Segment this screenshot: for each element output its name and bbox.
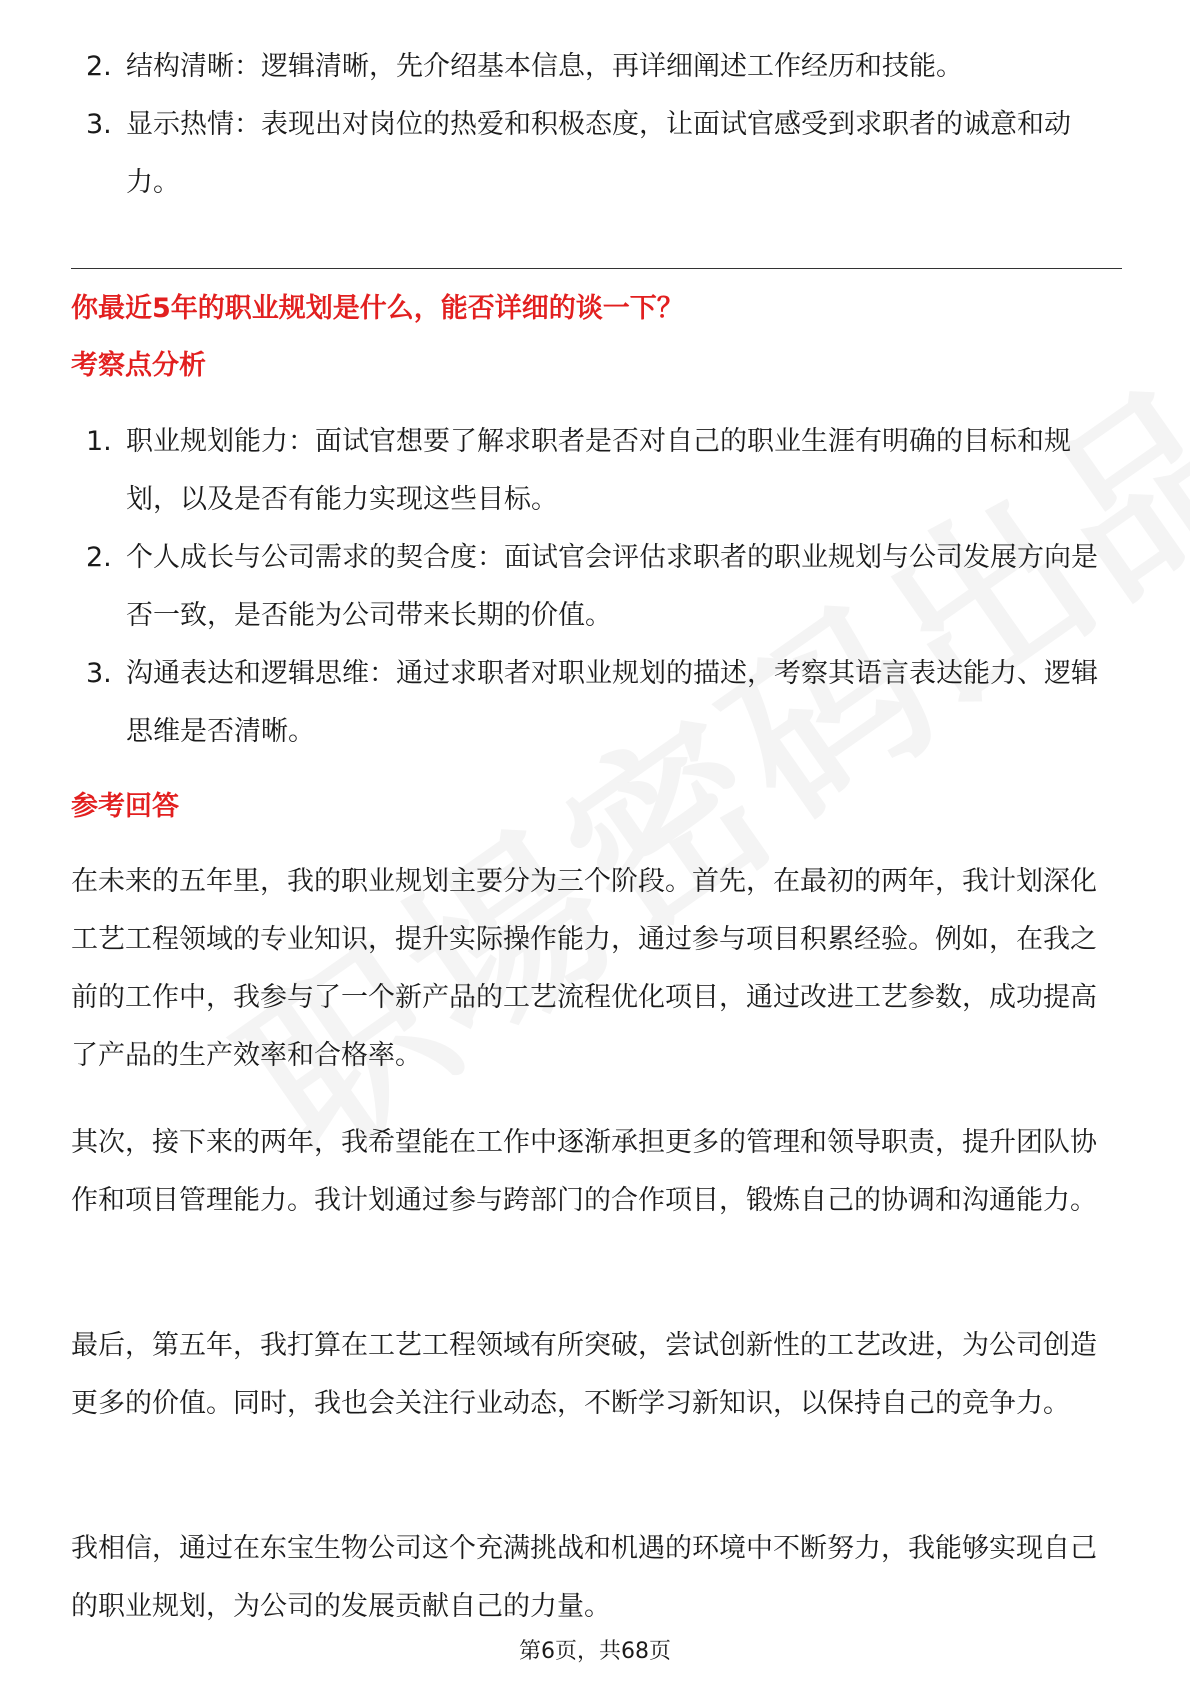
analysis-heading: 考察点分析 <box>71 350 206 381</box>
page-footer: 第6页，共68页 <box>519 1639 671 1664</box>
list-text: 沟通表达和逻辑思维：通过求职者对职业规划的描述，考察其语言表达能力、逻辑思维是否清晰。 <box>126 658 1098 747</box>
section-divider <box>71 268 1122 269</box>
list-text: 结构清晰：逻辑清晰，先介绍基本信息，再详细阐述工作经历和技能。 <box>126 51 963 82</box>
answer-heading: 参考回答 <box>71 791 179 822</box>
intro-list <box>78 38 1118 212</box>
analysis-list <box>78 413 1118 761</box>
list-item <box>78 413 1118 529</box>
list-item <box>78 96 1118 212</box>
list-number: 3. <box>86 109 112 140</box>
list-number: 2. <box>86 542 112 573</box>
list-item <box>78 38 1118 96</box>
answer-paragraph: 其次，接下来的两年，我希望能在工作中逐渐承担更多的管理和领导职责，提升团队协作和项目管理能力。我计划通过参与跨部门的合作项目，锻炼自己的协调和沟通能力。 <box>71 1127 1097 1216</box>
list-number: 3. <box>86 658 112 689</box>
list-text: 显示热情：表现出对岗位的热爱和积极态度，让面试官感受到求职者的诚意和动力。 <box>126 109 1071 198</box>
list-item <box>78 529 1118 645</box>
list-number: 1. <box>86 426 112 457</box>
question-heading: 你最近5年的职业规划是什么，能否详细的谈一下？ <box>71 293 684 324</box>
answer-paragraph: 最后，第五年，我打算在工艺工程领域有所突破，尝试创新性的工艺改进，为公司创造更多的价值。同时，我也会关注行业动态，不断学习新知识，以保持自己的竞争力。 <box>71 1330 1097 1419</box>
answer-paragraph: 我相信，通过在东宝生物公司这个充满挑战和机遇的环境中不断努力，我能够实现自己的职业规划，为公司的发展贡献自己的力量。 <box>71 1533 1097 1622</box>
list-text: 职业规划能力：面试官想要了解求职者是否对自己的职业生涯有明确的目标和规划，以及是否有能力实现这些目标。 <box>126 426 1071 515</box>
list-number: 2. <box>86 51 112 82</box>
list-item <box>78 645 1118 761</box>
list-text: 个人成长与公司需求的契合度：面试官会评估求职者的职业规划与公司发展方向是否一致，是否能为公司带来长期的价值。 <box>126 542 1098 631</box>
answer-paragraph: 在未来的五年里，我的职业规划主要分为三个阶段。首先，在最初的两年，我计划深化工艺工程领域的专业知识，提升实际操作能力，通过参与项目积累经验。例如，在我之前的工作中，我参与了一个新产品的工艺流程优化项目，通过改进工艺参数，成功提高了产品的生产效率和合格率。 <box>71 866 1097 1071</box>
